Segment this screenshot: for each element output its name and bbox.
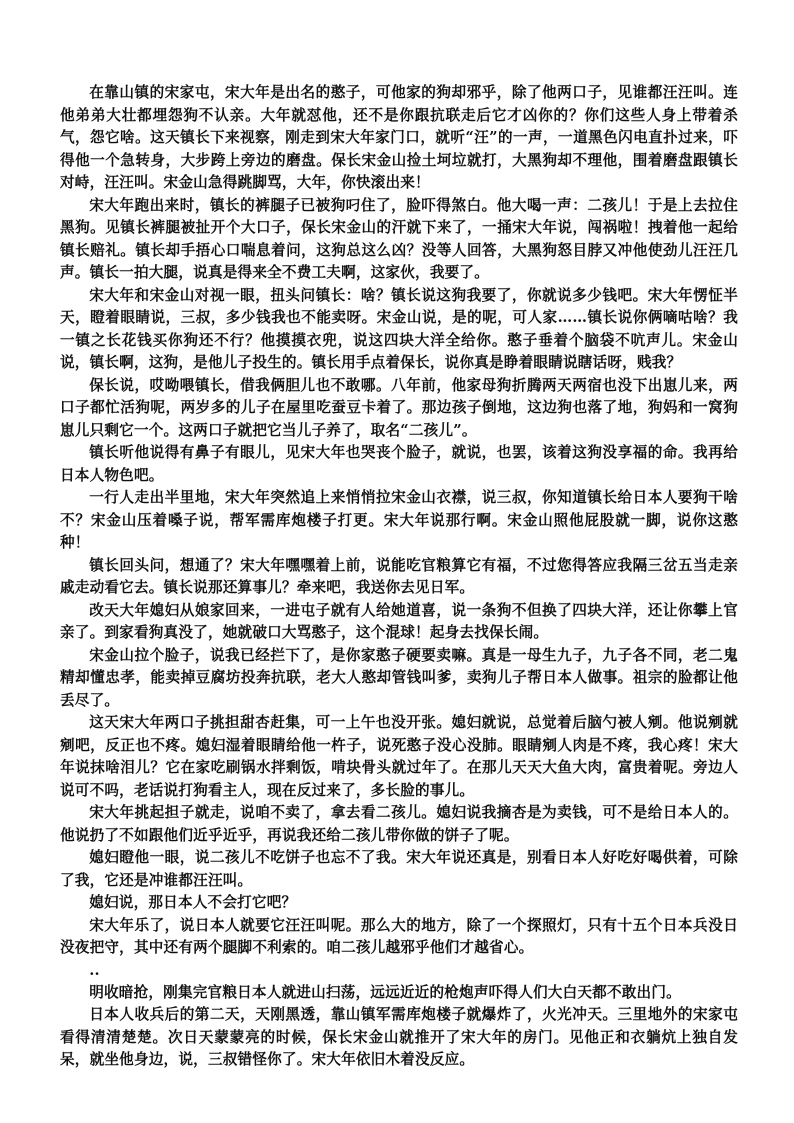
- paragraph-16: 日本人收兵后的第二天，天刚黑透，靠山镇军需库炮楼子就爆炸了，火光冲天。三里地外的宋家屯看得清清楚楚。次日天蒙蒙亮的时候，保长宋金山就推开了宋大年的房门。见他正和衣躺炕上独自发呆，就坐他身边，说，三叔错怪你了。宋大年依旧木着没反应。: [60, 1006, 738, 1068]
- paragraph-15: 明收暗抢，刚集完官粮日本人就进山扫荡，远远近近的枪炮声吓得人们大白天都不敢出门。: [89, 983, 681, 1001]
- paragraph-8: 改天大年媳妇从娘家回来，一进屯子就有人给她道喜，说一条狗不但换了四块大洋，还让你攀上官亲了。到家看狗真没了，她就破口大骂憨子，这个混球！起身去找保长闹。: [60, 601, 738, 641]
- paragraph-7: 镇长回头问，想通了？宋大年嘿嘿着上前，说能吃官粮算它有福，不过您得答应我隔三岔五当走亲戚走动看它去。镇长说那还算事儿？牵来吧，我送你去见日军。: [60, 556, 738, 596]
- paragraph-12: 媳妇瞪他一眼，说二孩儿不吃饼子也忘不了我。宋大年说还真是，别看日本人好吃好喝供着，可除了我，它还是冲谁都汪汪叫。: [60, 849, 738, 889]
- paragraph-4: 保长说，哎呦喂镇长，借我俩胆儿也不敢哪。八年前，他家母狗折腾两天两宿也没下出崽儿来，两口子都忙活狗呢，两岁多的儿子在屋里吃蚕豆卡着了。那边孩子倒地，这边狗也落了地，狗妈和一窝狗崽儿只剩它一个。这两口子就把它当儿子养了，取名“二孩儿”。: [60, 376, 738, 439]
- paragraph-10: 这天宋大年两口子挑担甜杏赶集，可一上午也没开张。媳妇就说，总觉着后脑勺被人剜。他说剜就剜吧，反正也不疼。媳妇湿着眼睛给他一杵子，说死憨子没心没肺。眼睛剜人肉是不疼，我心疼！宋大年说抹啥泪儿？它在家吃刷锅水拌剩饭，啃块骨头就过年了。在那儿天天大鱼大肉，富贵着呢。旁边人说可不吗，老话说打狗看主人，现在反过来了，多长脸的事儿。: [60, 714, 738, 799]
- paragraph-6: 一行人走出半里地，宋大年突然追上来悄悄拉宋金山衣襟，说三叔，你知道镇长给日本人要狗干啥不？宋金山压着嗓子说，帮军需库炮楼子打更。宋大年说那行啊。宋金山照他屁股就一脚，说你这憨种！: [60, 489, 738, 551]
- paragraph-2: 宋大年跑出来时，镇长的裤腿子已被狗叼住了，脸吓得煞白。他大喝一声：二孩儿！于是上去拉住黑狗。见镇长裤腿被扯开个大口子，保长宋金山的汗就下来了，一捅宋大年说，闯祸啦！拽着他一起给镇长赔礼。镇长却手捂心口喘息着问，这狗总这么凶？没等人回答，大黑狗怒目脖又冲他使劲儿汪汪几声。镇长一拍大腿，说真是得来全不费工夫啊，这家伙，我要了。: [60, 196, 738, 281]
- paragraph-9: 宋金山拉个脸子，说我已经拦下了，是你家憨子硬要卖嘛。真是一母生九子，九子各不同，老二鬼精却懂忠孝，能卖掉豆腐坊投奔抗联，老大人憨却管钱叫爹，卖狗儿子帮日本人做事。祖宗的脸都让他丢尽了。: [60, 646, 738, 709]
- story-text-body: [60, 82, 738, 1072]
- paragraph-11: 宋大年挑起担子就走，说咱不卖了，拿去看二孩儿。媳妇说我摘杏是为卖钱，可不是给日本人的。他说扔了不如跟他们近乎近乎，再说我还给二孩儿带你做的饼子了呢。: [60, 804, 738, 844]
- paragraph-13: 媳妇说，那日本人不会打它吧？: [89, 894, 297, 911]
- paragraph-5: 镇长听他说得有鼻子有眼儿，见宋大年也哭丧个脸子，就说，也罢，该着这狗没享福的命。我再给日本人物色吧。: [60, 444, 738, 484]
- paragraph-3: 宋大年和宋金山对视一眼，扭头问镇长：啥？镇长说这狗我要了，你就说多少钱吧。宋大年愣怔半天，瞪着眼睛说，三叔，多少钱我也不能卖呀。宋金山说，是的呢，可人家……镇长说你俩嘀咕啥？我一镇之长花钱买你狗还不行？他摸摸衣兜，说这四块大洋全给你。憨子垂着个脑袋不吭声儿。宋金山说，镇长啊，这狗，是他儿子投生的。镇长用手点着保长，说你真是睁着眼睛说瞎话呀，贱我？: [60, 286, 738, 371]
- paragraph-1: 在靠山镇的宋家屯，宋大年是出名的憨子，可他家的狗却邪乎，除了他两口子，见谁都汪汪叫。连他弟弟大壮都埋怨狗不认亲。大年就怼他，还不是你跟抗联走后它才凶你的？你们这些人身上带着杀气，怨它啥。这天镇长下来视察，刚走到宋大年家门口，就听“汪”的一声，一道黑色闪电直扑过来，吓得他一个急转身，大步跨上旁边的磨盘。保长宋金山捡土坷垃就打，大黑狗却不理他，围着磨盘跟镇长对峙，汪汪叫。宋金山急得跳脚骂，大年，你快滚出来！: [60, 84, 738, 191]
- section-separator: ..: [89, 961, 100, 979]
- paragraph-14: 宋大年乐了，说日本人就要它汪汪叫呢。那么大的地方，除了一个探照灯，只有十五个日本兵没日没夜把守，其中还有两个腿脚不利索的。咱二孩儿越邪乎他们才越省心。: [60, 916, 738, 956]
